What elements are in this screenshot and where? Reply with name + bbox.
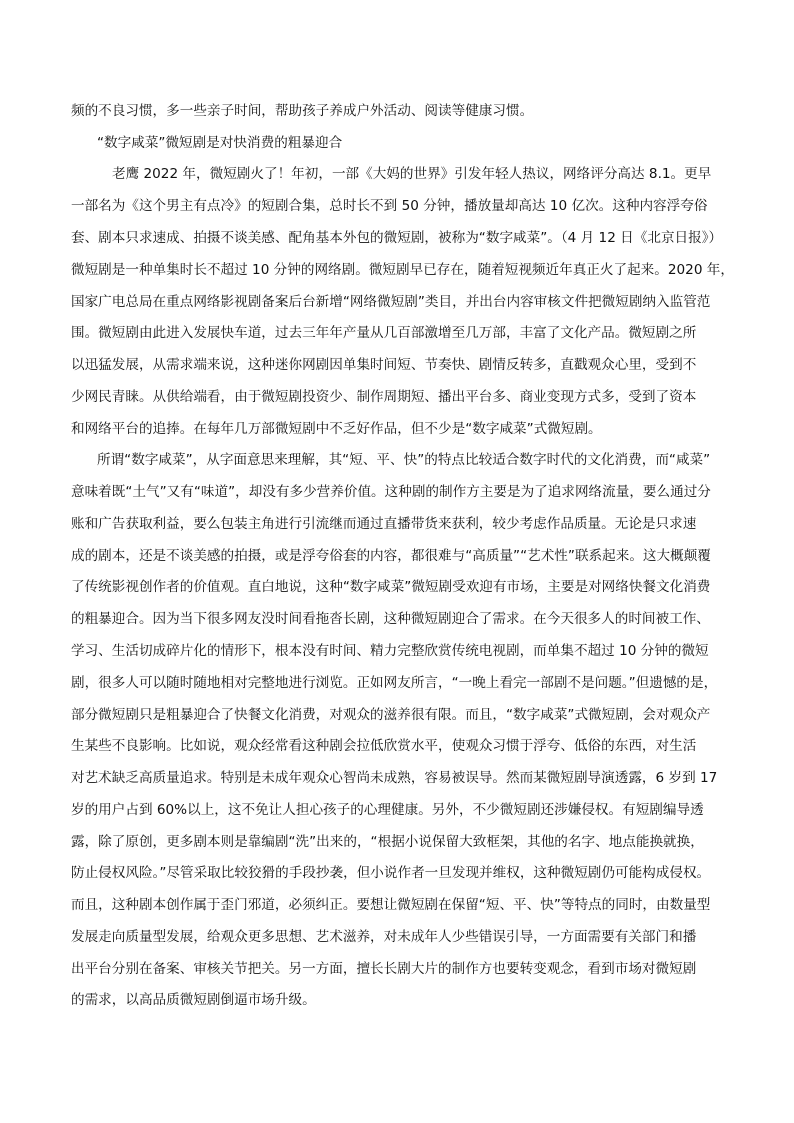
paragraph-line: 而且，这种剧本创作属于歪门邪道，必须纠正。要想让微短剧在保留“短、平、快”等特点的同时，由数量型 xyxy=(71,897,711,913)
paragraph-line: 了传统影视创作者的价值观。直白地说，这种“数字咸菜”微短剧受欢迎有市场，主要是对网络快餐文化消费 xyxy=(71,579,711,595)
paragraph-line: 生某些不良影响。比如说，观众经常看这种剧会拉低欣赏水平，使观众习惯于浮夸、低俗的东西，对生活 xyxy=(71,738,697,754)
paragraph-line: 露，除了原创，更多剧本则是靠编剧“洗”出来的，“根据小说保留大致框架，其他的名字、地点能换就换， xyxy=(71,834,704,850)
paragraph-line: 意味着既“土气”又有“味道”，却没有多少营养价值。这种剧的制作方主要是为了追求网络流量，要么通过分 xyxy=(71,484,711,500)
paragraph-line: 的需求，以高品质微短剧倒逼市场升级。 xyxy=(71,992,316,1008)
paragraph-line: 对艺术缺乏高质量追求。特别是未成年观众心智尚未成熟，容易被误导。然而某微短剧导演透露，6 岁到 17 xyxy=(71,770,718,786)
paragraph-line: 和网络平台的追捧。在每年几万部微短剧中不乏好作品，但不少是“数字咸菜”式微短剧。 xyxy=(71,421,602,437)
paragraph-line: 成的剧本，还是不谈美感的拍摄，或是浮夸俗套的内容，都很难与“高质量”“艺术性”联系起来。这大概颠覆 xyxy=(71,548,711,564)
paragraph-line: 出平台分别在备案、审核关节把关。另一方面，擅长长剧大片的制作方也要转变观念，看到市场对微短剧 xyxy=(71,961,697,977)
paragraph-line: 微短剧是一种单集时长不超过 10 分钟的网络剧。微短剧早已存在，随着短视频近年真正火了起来。2020 年， xyxy=(71,262,734,278)
paragraph-line: 学习、生活切成碎片化的情形下，根本没有时间、精力完整欣赏传统电视剧，而单集不超过 10 分钟的微短 xyxy=(71,643,709,659)
paragraph-line: 频的不良习惯，多一些亲子时间，帮助孩子养成户外活动、阅读等健康习惯。 xyxy=(71,103,534,119)
paragraph-line: 部分微短剧只是粗暴迎合了快餐文化消费，对观众的滋养很有限。而且，“数字咸菜”式微短剧，会对观众产 xyxy=(71,707,711,723)
paragraph-line: 岁的用户占到 60%以上，这不免让人担心孩子的心理健康。另外，不少微短剧还涉嫌侵权。有短剧编导透 xyxy=(71,802,704,818)
paragraph-line: 少网民青睐。从供给端看，由于微短剧投资少、制作周期短、播出平台多、商业变现方式多，受到了资本 xyxy=(71,389,697,405)
paragraph-line: 所谓“数字咸菜”，从字面意思来理解，其“短、平、快”的特点比较适合数字时代的文化消费，而“咸菜” xyxy=(97,452,711,468)
paragraph-line: 国家广电总局在重点网络影视剧备案后台新增“网络微短剧”类目，并出台内容审核文件把微短剧纳入监管范 xyxy=(71,294,711,310)
paragraph-line: 老鹰 2022 年，微短剧火了！年初，一部《大妈的世界》引发年轻人热议，网络评分高达 8.1。更早 xyxy=(112,166,712,182)
paragraph-line: 以迅猛发展，从需求端来说，这种迷你网剧因单集时间短、节奏快、剧情反转多，直戳观众心里，受到不 xyxy=(71,357,697,373)
paragraph-line: 防止侵权风险。”尽管采取比较狡猾的手段抄袭，但小说作者一旦发现并维权，这种微短剧仍可能构成侵权。 xyxy=(71,865,711,881)
paragraph-line: 的粗暴迎合。因为当下很多网友没时间看拖沓长剧，这种微短剧迎合了需求。在今天很多人的时间被工作、 xyxy=(71,611,710,627)
paragraph-line: 账和广告获取利益，要么包装主角进行引流继而通过直播带货来获利，较少考虑作品质量。无论是只求速 xyxy=(71,516,697,532)
paragraph-line: 发展走向质量型发展，给观众更多思想、艺术滋养，对未成年人少些错误引导，一方面需要有关部门和播 xyxy=(71,929,697,945)
section-heading: “数字咸菜”微短剧是对快消费的粗暴迎合 xyxy=(97,135,343,151)
paragraph-line: 围。微短剧由此进入发展快车道，过去三年年产量从几百部激增至几万部，丰富了文化产品。微短剧之所 xyxy=(71,325,697,341)
paragraph-line: 一部名为《这个男主有点冷》的短剧合集，总时长不到 50 分钟，播放量却高达 10 亿次。这种内容浮夸俗 xyxy=(71,198,708,214)
paragraph-line: 剧，很多人可以随时随地相对完整地进行浏览。正如网友所言，“一晚上看完一部剧不是问题。”但遗憾的是， xyxy=(71,675,718,691)
paragraph-line: 套、剧本只求速成、拍摄不谈美感、配角基本外包的微短剧，被称为“数字咸菜”。（4 月 12 日《北京日报》） xyxy=(71,230,723,246)
